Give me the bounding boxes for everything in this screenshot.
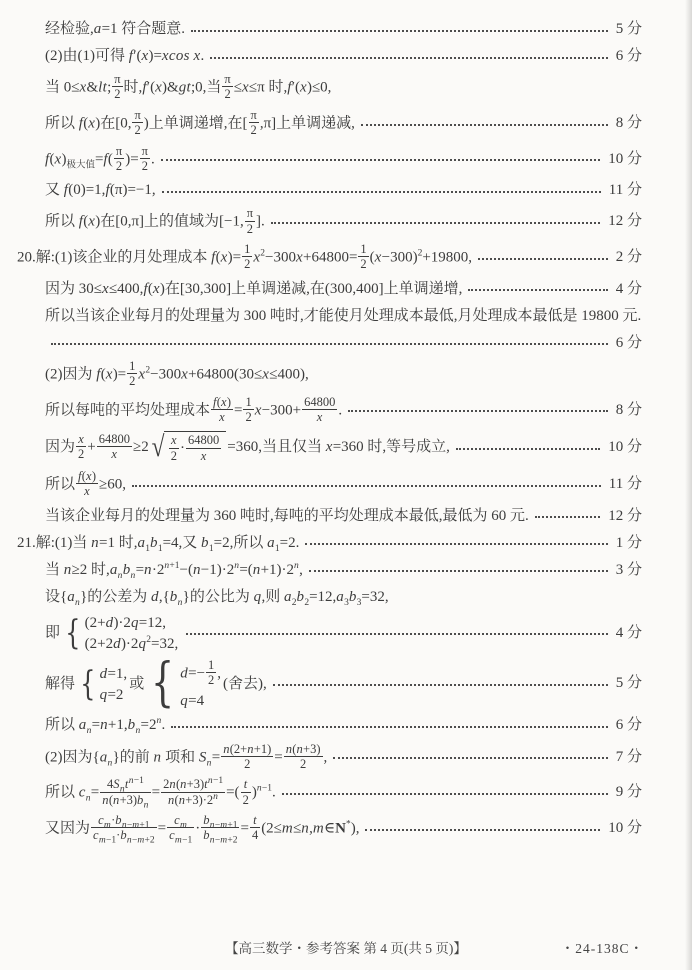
math-content: (2)由(1)可得 f′(x)=xcos x. — [45, 47, 205, 64]
paper-code: ・24-138C・ — [560, 941, 644, 956]
dotted-leader — [271, 222, 600, 224]
solution-line — [17, 614, 642, 653]
math-content: (2)因为 f(x)= $\frac{1}{2}$ $x^2-300x+64800(30\le x\le 400)$, — [45, 358, 309, 389]
score-label: 10 分 — [608, 438, 642, 455]
score-label: 12 分 — [608, 213, 642, 230]
score-label: 4 分 — [615, 280, 642, 297]
dotted-leader — [456, 448, 600, 450]
fraction: $\frac{f(x)}{x}$ — [213, 394, 231, 424]
dotted-leader — [210, 57, 607, 59]
dotted-leader — [132, 485, 601, 487]
fraction: $\frac{4S_nt^{n-1}}{n(n+3)b_n}$ — [102, 776, 149, 811]
dotted-leader — [365, 829, 600, 831]
left-brace-icon: { — [151, 653, 175, 714]
fraction: $\frac{64800}{x}$ — [304, 394, 336, 424]
math-content: (2)因为$\{a_n\}$的前 n 项和 $S_n=$ $\frac{n(2+n+1)}{2}$ = $\frac{n(n+3)}{2}$ , — [45, 741, 328, 771]
page-footer — [0, 937, 692, 957]
math-content: 因为 30≤x≤400,f(x)在[30,300]上单调递减,在(300,400]上单调递增, — [45, 280, 463, 297]
fraction: $\frac{\pi}{2}$ — [250, 107, 257, 138]
math-content: 所以 $a_n=n+1,b_n=2^n$. — [45, 716, 166, 737]
dotted-leader — [191, 30, 608, 32]
fraction: $\frac{\pi}{2}$ — [246, 206, 254, 236]
fraction: $\frac{1}{2}$ — [208, 657, 215, 688]
solution-line — [17, 207, 642, 237]
solution-line — [17, 145, 642, 175]
fraction: $\frac{n(n+3)}{2}$ — [285, 741, 321, 771]
solution-line — [17, 19, 642, 40]
fraction: $\frac{t}{2}$ — [242, 777, 249, 807]
math-content: 21.解:(1)当 n=1 时$,a_1b_1=4$,又 $b_1=2$,所以 $a_1=2$. — [17, 534, 300, 554]
dotted-leader — [282, 793, 608, 795]
dotted-leader — [361, 124, 608, 126]
dotted-leader — [309, 570, 608, 572]
score-label: 3 分 — [615, 561, 642, 578]
solution-line — [17, 743, 642, 773]
dotted-leader — [51, 343, 608, 345]
solution-line — [17, 306, 642, 327]
dotted-leader — [186, 633, 608, 635]
dotted-leader — [348, 410, 608, 412]
solution-line — [17, 109, 642, 139]
score-label: 8 分 — [615, 114, 642, 131]
solution-line — [17, 587, 642, 608]
solution-line — [17, 46, 642, 67]
fraction: $\frac{f(x)}{x}$ — [78, 469, 96, 499]
math-content: 20.解:(1)该企业的月处理成本 f(x)= $\frac{1}{2}$ $x^2-300x+64800=$ $\frac{1}{2}$ $(x-300)^2+19800$, — [17, 242, 473, 272]
case-system: { (2+d)·2q=12, $(2+2d)\cdot 2q^2=32$, — [65, 612, 179, 653]
solution-line — [17, 333, 642, 354]
math-content: 当该企业每月的处理量为 360 吨时,每吨的平均处理成本最低,最低为 60 元. — [45, 507, 529, 524]
math-content: 经检验,a=1 符合题意. — [45, 20, 186, 37]
scan-edge-shadow — [685, 0, 692, 970]
math-content: $f(x)_{极大值}=f$( $\frac{\pi}{2}$ )= $\frac{\pi}{2}$ . — [45, 143, 155, 173]
dotted-leader — [305, 543, 607, 545]
left-brace-icon: { — [80, 663, 96, 704]
dotted-leader — [171, 726, 607, 728]
solution-line — [17, 814, 642, 844]
dotted-leader — [273, 684, 608, 686]
solution-line — [17, 653, 642, 714]
score-label: 5 分 — [615, 675, 642, 692]
fraction: $\frac{t}{4}$ — [251, 813, 259, 843]
fraction: $\frac{1}{2}$ — [360, 242, 367, 272]
left-brace-icon: { — [65, 612, 81, 653]
math-content: 所以 f(x)在[0,π]上的值域为[−1, $\frac{\pi}{2}$ ]. — [45, 206, 265, 236]
solution-line — [17, 360, 642, 390]
fraction: $\frac{1}{2}$ — [245, 394, 252, 424]
math-content: 所以当该企业每月的处理量为 300 吨时,才能使月处理成本最低,月处理成本最低是 19800 元. — [45, 307, 642, 324]
math-content: 所以 $c_n=$ $\frac{4S_nt^{n-1}}{n(n+3)b_n}$ = $\frac{2n(n+3)t^{n-1}}{n(n+3)\cdot 2^n}$ =( $\frac{t}{2}$ )$^{n-1}$. — [45, 776, 276, 811]
fraction: $\frac{x}{2}$ — [170, 433, 178, 463]
solution-lines-container — [17, 16, 642, 847]
fraction: $\frac{64800}{x}$ — [98, 431, 130, 462]
score-label: 11 分 — [608, 182, 642, 198]
solution-line — [17, 533, 642, 554]
fraction: $\frac{n(2+n+1)}{2}$ — [223, 741, 272, 771]
score-label: 12 分 — [608, 507, 642, 524]
solution-line — [17, 560, 642, 581]
fraction: $\frac{\pi}{2}$ — [114, 72, 121, 102]
fraction: $\frac{64800}{x}$ — [188, 433, 220, 463]
solution-line — [17, 506, 642, 527]
dotted-leader — [161, 159, 601, 161]
math-content: 又因为 $\frac{c_m\cdot b_{n-m+1}}{c_{m-1}\cdot b_{n-m+2}}$ = $\frac{c_m}{c_{m-1}}$ · $\frac{b_{n-m+1}}{b_{n-m+2}}$ = $\frac{t}{4}$ (2≤m≤n,m∈N*), — [45, 813, 360, 846]
radical-icon: √ — [151, 431, 165, 464]
score-label: 6 分 — [615, 717, 642, 734]
solution-line — [17, 776, 642, 811]
solution-line — [17, 180, 642, 201]
dotted-leader — [468, 289, 607, 291]
math-content: 解得 { d=1, q=2 或 { d=− $\frac{1}{2}$ , q=4 (舍去), — [45, 653, 267, 714]
case-system: { d=− $\frac{1}{2}$ , q=4 — [151, 653, 222, 714]
solution-line — [17, 470, 642, 500]
solution-line — [17, 73, 642, 103]
score-label: 10 分 — [608, 820, 642, 837]
score-label: 7 分 — [615, 748, 642, 765]
fraction: $\frac{c_m}{c_{m-1}}$ — [169, 813, 193, 846]
math-content: 当 0≤x&lt; $\frac{\pi}{2}$ 时,f′(x)&gt;0,当 $\frac{\pi}{2}$ ≤x≤π 时,f′(x)≤0, — [45, 72, 332, 102]
score-label: 6 分 — [615, 47, 642, 64]
score-label: 8 分 — [615, 401, 642, 418]
math-content: 所以 $\frac{f(x)}{x}$ ≥60, — [45, 469, 126, 499]
fraction: $\frac{1}{2}$ — [129, 358, 136, 389]
math-content: 又 f(0)=1,f(π)=−1, — [45, 182, 156, 198]
footer-title: 【高三数学・参考答案 第 4 页(共 5 页)】 — [225, 941, 467, 956]
score-label: 10 分 — [608, 150, 642, 167]
score-label: 11 分 — [608, 476, 642, 493]
math-content: 因为 $\frac{x}{2}$ + $\frac{64800}{x}$ ≥2 √ $\frac{x}{2}$ · $\frac{64800}{x}$ =360,当且仅当 x=360 时,等号成立, — [45, 431, 450, 464]
score-label: 9 分 — [615, 784, 642, 801]
score-label: 1 分 — [615, 534, 642, 551]
dotted-leader — [478, 258, 608, 260]
fraction: $\frac{x}{2}$ — [78, 431, 85, 462]
math-content: 设$\{a_n\}$的公差为 $d,\{b_n\}$的公比为 q,则 $a_2b_2=12,a_3b_3=32$, — [45, 588, 389, 608]
fraction: $\frac{2n(n+3)t^{n-1}}{n(n+3)\cdot 2^n}$ — [163, 776, 224, 807]
math-content: 即 { (2+d)·2q=12, $(2+2d)\cdot 2q^2=32$, — [45, 612, 179, 653]
solution-line — [17, 716, 642, 737]
dotted-leader — [162, 191, 601, 193]
math-content: 当 n≥2 时$,a_nb_n=n\cdot 2^{n+1}-(n-1)\cdot 2^n=(n+1)\cdot 2^n$, — [45, 560, 303, 581]
fraction: $\frac{1}{2}$ — [244, 242, 251, 272]
fraction: $\frac{\pi}{2}$ — [141, 143, 148, 173]
math-content: 所以 f(x)在[0, $\frac{\pi}{2}$ )上单调递增,在[ $\frac{\pi}{2}$ ,π]上单调递减, — [45, 107, 355, 138]
fraction: $\frac{c_m\cdot b_{n-m+1}}{c_{m-1}\cdot b_{n-m+2}}$ — [93, 813, 155, 846]
fraction: $\frac{b_{n-m+1}}{b_{n-m+2}}$ — [203, 813, 238, 846]
solution-line — [17, 279, 642, 300]
score-label: 4 分 — [615, 624, 642, 641]
solution-line — [17, 431, 642, 464]
dotted-leader — [333, 757, 607, 759]
fraction: $\frac{\pi}{2}$ — [134, 107, 141, 138]
fraction: $\frac{\pi}{2}$ — [224, 72, 231, 102]
case-system: { d=1, q=2 — [80, 663, 128, 704]
score-label: 2 分 — [615, 249, 642, 266]
solution-line — [17, 396, 642, 426]
score-label: 5 分 — [615, 20, 642, 37]
math-content: 所以每吨的平均处理成本 $\frac{f(x)}{x}$ = $\frac{1}{2}$ x−300+ $\frac{64800}{x}$ . — [45, 394, 343, 424]
score-label: 6 分 — [615, 334, 642, 351]
dotted-leader — [535, 516, 600, 518]
sqrt-expression: √ $\frac{x}{2}$ · $\frac{64800}{x}$ — [150, 431, 227, 464]
solution-line — [17, 243, 642, 273]
fraction: $\frac{\pi}{2}$ — [115, 143, 123, 173]
